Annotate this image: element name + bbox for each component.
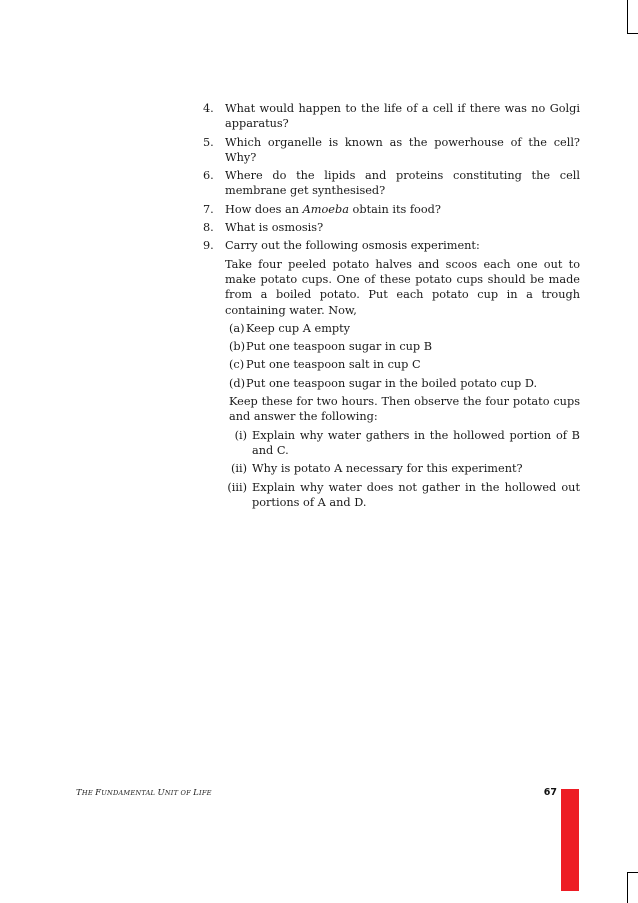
question-4 (203, 101, 580, 132)
step-label: (a) (229, 321, 245, 335)
observe-instructions: Keep these for two hours. Then observe the four potato cups and answer the following: (229, 395, 580, 424)
question-number: 8. (203, 221, 214, 235)
title-part-small: IFE (199, 789, 212, 797)
crop-mark-top-horizontal (627, 33, 638, 34)
title-part: T (76, 788, 82, 798)
question-text (225, 202, 580, 217)
crop-mark-top-vertical (627, 0, 628, 34)
sub-question-ii (225, 461, 580, 476)
title-part-small: NIT OF (164, 789, 194, 797)
sub-question-text: Explain why water gathers in the hollowed portion of B and C. (252, 428, 580, 457)
title-part: F (95, 788, 102, 798)
step-d (229, 376, 580, 391)
chapter-title-footer (76, 788, 212, 798)
sub-question-label: (i) (234, 428, 247, 442)
step-text: Put one teaspoon salt in cup C (246, 358, 421, 372)
step-c (229, 357, 580, 372)
step-text: Put one teaspoon sugar in the boiled potato cup D. (246, 376, 538, 390)
question-text-end: obtain its food? (348, 202, 441, 216)
question-text: What would happen to the life of a cell if there was no Golgi apparatus? (225, 102, 580, 131)
sub-question-label: (ii) (230, 462, 247, 476)
question-6 (203, 168, 580, 199)
page-number: 67 (543, 787, 557, 798)
crop-mark-bottom-vertical (627, 872, 628, 903)
step-label: (b) (229, 340, 246, 354)
question-text-start: How does an (225, 202, 303, 216)
title-part: L (193, 788, 200, 798)
step-text: Put one teaspoon sugar in cup B (246, 340, 433, 354)
amoeba-term: Amoeba (302, 202, 349, 216)
sub-question-label: (iii) (227, 480, 247, 494)
title-part-small: UNDAMENTAL (101, 789, 158, 797)
crop-mark-bottom-horizontal (627, 872, 638, 873)
sub-question-text: Why is potato A necessary for this experiment? (252, 462, 523, 476)
step-b (229, 339, 580, 354)
step-label: (d) (229, 376, 246, 390)
title-part-small: HE (81, 789, 96, 797)
question-text: What is osmosis? (225, 221, 324, 235)
sub-question-iii (225, 480, 580, 511)
question-7 (203, 202, 580, 217)
question-text: Where do the lipids and proteins constituting the cell membrane get synthesised? (225, 169, 580, 198)
experiment-intro: Take four peeled potato halves and scoos each one out to make potato cups. One of these potato cups should be made from a boiled potato. Put each potato cup in a trough containing water. Now, (225, 257, 580, 317)
question-text: Carry out the following osmosis experiment: (225, 239, 480, 253)
step-a (229, 321, 580, 336)
question-text: Which organelle is known as the powerhouse of the cell? Why? (225, 135, 580, 164)
title-part: U (157, 788, 165, 798)
question-number: 5. (203, 135, 214, 149)
sub-question-i (225, 428, 580, 459)
question-number: 6. (203, 169, 214, 183)
question-9 (203, 238, 580, 253)
page-accent-bar (561, 789, 579, 891)
exercise-content (203, 101, 580, 513)
question-5 (203, 135, 580, 166)
step-label: (c) (229, 358, 245, 372)
question-8 (203, 220, 580, 235)
question-number: 7. (203, 202, 214, 216)
question-number: 4. (203, 102, 214, 115)
step-text: Keep cup A empty (246, 321, 351, 335)
sub-question-text: Explain why water does not gather in the hollowed out portions of A and D. (252, 480, 580, 509)
question-number: 9. (203, 239, 214, 253)
